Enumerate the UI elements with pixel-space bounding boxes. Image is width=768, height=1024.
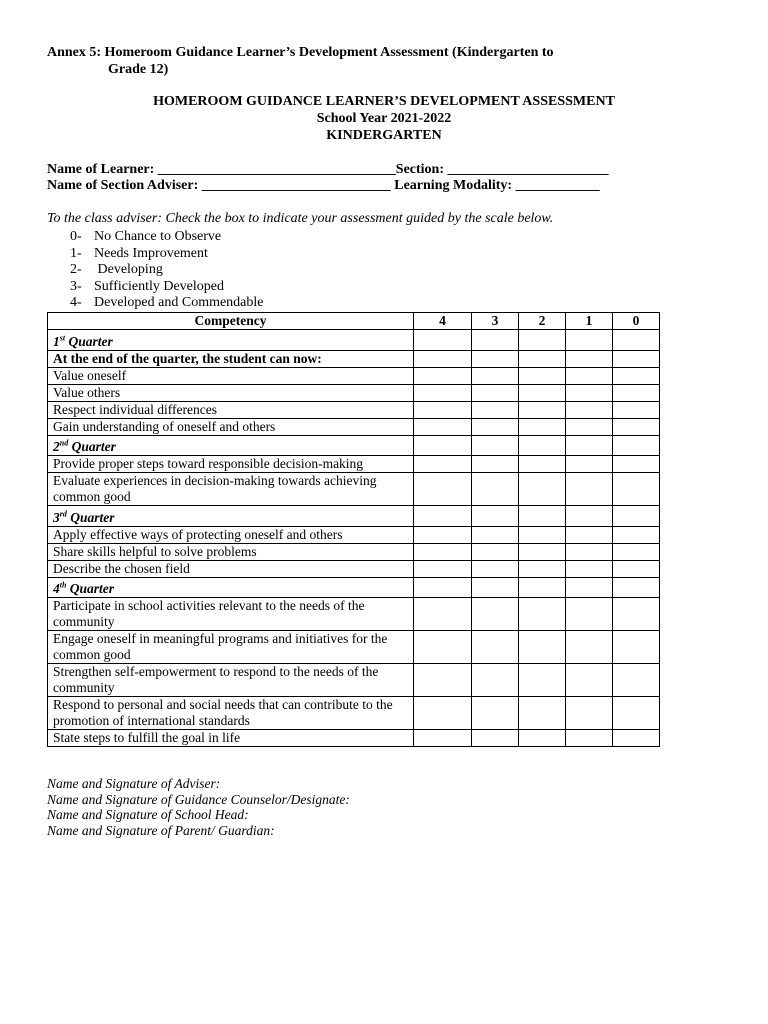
score-checkbox-3[interactable]	[472, 384, 519, 401]
competency-cell: Apply effective ways of protecting oneself and others	[48, 526, 414, 543]
scale-num: 0-	[70, 229, 82, 244]
score-checkbox-0[interactable]	[613, 664, 660, 697]
scale-label: No Chance to Observe	[94, 229, 222, 244]
score-checkbox-4[interactable]	[414, 384, 472, 401]
table-row	[48, 401, 660, 418]
score-checkbox-2[interactable]	[519, 418, 566, 435]
header-score-2: 2	[519, 313, 566, 330]
score-checkbox-0[interactable]	[613, 598, 660, 631]
assessment-table	[47, 312, 660, 747]
score-checkbox-2[interactable]	[519, 401, 566, 418]
score-checkbox-0[interactable]	[613, 543, 660, 560]
score-checkbox-1[interactable]	[566, 435, 613, 456]
score-checkbox-1[interactable]	[566, 456, 613, 473]
score-checkbox-2[interactable]	[519, 664, 566, 697]
score-checkbox-4[interactable]	[414, 560, 472, 577]
table-row	[48, 418, 660, 435]
score-checkbox-0[interactable]	[613, 456, 660, 473]
score-checkbox-1[interactable]	[566, 697, 613, 730]
header-score-1: 1	[566, 313, 613, 330]
score-checkbox-2[interactable]	[519, 730, 566, 747]
score-checkbox-4[interactable]	[414, 456, 472, 473]
scale-label: Developing	[94, 262, 163, 278]
score-checkbox-3[interactable]	[472, 664, 519, 697]
adviser-signature-line: Name and Signature of Adviser:	[47, 776, 221, 791]
instruction-text: To the class adviser: Check the box to indicate your assessment guided by the scale below.	[47, 211, 554, 226]
table-row	[48, 598, 660, 631]
score-checkbox-1[interactable]	[566, 664, 613, 697]
score-checkbox-1[interactable]	[566, 560, 613, 577]
quarter-heading	[48, 506, 414, 527]
score-checkbox-0[interactable]	[613, 577, 660, 598]
quarter-label: 3rd Quarter	[53, 509, 115, 525]
score-checkbox-1[interactable]	[566, 526, 613, 543]
section-instruction: At the end of the quarter, the student can now:	[48, 350, 414, 367]
score-checkbox-0[interactable]	[613, 526, 660, 543]
score-checkbox-3[interactable]	[472, 456, 519, 473]
adviser-modality-field: Name of Section Adviser: ___________________________ Learning Modality: ____________	[47, 178, 600, 193]
score-checkbox-0[interactable]	[613, 367, 660, 384]
competency-cell: Participate in school activities relevant to the needs of the community	[48, 598, 414, 631]
rating-scale	[70, 229, 264, 312]
school-head-signature-line: Name and Signature of School Head:	[47, 807, 249, 822]
form-title: HOMEROOM GUIDANCE LEARNER’S DEVELOPMENT ASSESSMENT	[153, 94, 615, 109]
score-checkbox-4[interactable]	[414, 435, 472, 456]
table-row	[48, 473, 660, 506]
score-checkbox-4[interactable]	[414, 631, 472, 664]
score-checkbox-2[interactable]	[519, 577, 566, 598]
score-checkbox-3[interactable]	[472, 401, 519, 418]
signature-block	[47, 776, 350, 838]
score-checkbox-3[interactable]	[472, 330, 519, 351]
scale-label: Needs Improvement	[94, 245, 208, 261]
score-checkbox-4[interactable]	[414, 730, 472, 747]
table-row	[48, 384, 660, 401]
score-checkbox-2[interactable]	[519, 631, 566, 664]
score-checkbox-4[interactable]	[414, 401, 472, 418]
score-checkbox-3[interactable]	[472, 697, 519, 730]
table-row	[48, 697, 660, 730]
annex-line-2: Grade 12)	[108, 62, 169, 77]
score-checkbox-0[interactable]	[613, 384, 660, 401]
table-header-row	[48, 313, 660, 330]
score-checkbox-0[interactable]	[613, 506, 660, 527]
score-checkbox-3[interactable]	[472, 577, 519, 598]
score-checkbox-1[interactable]	[566, 473, 613, 506]
header-competency: Competency	[48, 313, 414, 330]
table-row	[48, 631, 660, 664]
quarter-heading	[48, 330, 414, 351]
competency-cell: State steps to fulfill the goal in life	[48, 730, 414, 747]
scale-num: 4-	[70, 295, 82, 311]
table-row	[48, 367, 660, 384]
school-year: School Year 2021-2022	[316, 111, 452, 126]
score-checkbox-3[interactable]	[472, 350, 519, 367]
score-checkbox-4[interactable]	[414, 526, 472, 543]
header-score-4: 4	[414, 313, 472, 330]
header-score-3: 3	[472, 313, 519, 330]
score-checkbox-1[interactable]	[566, 631, 613, 664]
competency-cell: Evaluate experiences in decision-making towards achieving common good	[48, 473, 414, 506]
scale-item	[70, 246, 264, 263]
score-checkbox-3[interactable]	[472, 418, 519, 435]
scale-item	[70, 295, 264, 312]
score-checkbox-4[interactable]	[414, 506, 472, 527]
score-checkbox-3[interactable]	[472, 598, 519, 631]
quarter-heading	[48, 435, 414, 456]
table-row	[48, 456, 660, 473]
grade-level: KINDERGARTEN	[326, 128, 442, 143]
score-checkbox-1[interactable]	[566, 543, 613, 560]
score-checkbox-2[interactable]	[519, 526, 566, 543]
scale-item	[70, 229, 264, 246]
table-row	[48, 577, 660, 598]
score-checkbox-4[interactable]	[414, 598, 472, 631]
score-checkbox-1[interactable]	[566, 350, 613, 367]
score-checkbox-2[interactable]	[519, 350, 566, 367]
table-row	[48, 330, 660, 351]
scale-item	[70, 262, 264, 279]
score-checkbox-1[interactable]	[566, 598, 613, 631]
table-row	[48, 664, 660, 697]
score-checkbox-2[interactable]	[519, 697, 566, 730]
competency-cell: Value others	[48, 384, 414, 401]
score-checkbox-4[interactable]	[414, 350, 472, 367]
score-checkbox-2[interactable]	[519, 473, 566, 506]
score-checkbox-0[interactable]	[613, 418, 660, 435]
competency-cell: Share skills helpful to solve problems	[48, 543, 414, 560]
scale-num: 2-	[70, 262, 82, 278]
score-checkbox-2[interactable]	[519, 330, 566, 351]
quarter-label: 4th Quarter	[53, 580, 115, 596]
score-checkbox-4[interactable]	[414, 543, 472, 560]
table-row	[48, 350, 660, 367]
competency-cell: Engage oneself in meaningful programs and initiatives for the common good	[48, 631, 414, 664]
score-checkbox-4[interactable]	[414, 664, 472, 697]
annex-title	[47, 44, 647, 78]
score-checkbox-2[interactable]	[519, 384, 566, 401]
score-checkbox-1[interactable]	[566, 330, 613, 351]
quarter-heading	[48, 577, 414, 598]
score-checkbox-0[interactable]	[613, 401, 660, 418]
table-row	[48, 543, 660, 560]
score-checkbox-0[interactable]	[613, 435, 660, 456]
scale-num: 3-	[70, 278, 82, 294]
table-row	[48, 526, 660, 543]
table-row	[48, 730, 660, 747]
score-checkbox-3[interactable]	[472, 730, 519, 747]
score-checkbox-1[interactable]	[566, 401, 613, 418]
score-checkbox-1[interactable]	[566, 367, 613, 384]
header-score-0: 0	[613, 313, 660, 330]
score-checkbox-0[interactable]	[613, 730, 660, 747]
quarter-label: 1st Quarter	[53, 333, 113, 349]
learner-section-field: Name of Learner: __________________________________Section: _______________________	[47, 162, 609, 177]
score-checkbox-1[interactable]	[566, 506, 613, 527]
competency-cell: Strengthen self-empowerment to respond to the needs of the community	[48, 664, 414, 697]
competency-cell: Describe the chosen field	[48, 560, 414, 577]
score-checkbox-1[interactable]	[566, 730, 613, 747]
score-checkbox-0[interactable]	[613, 560, 660, 577]
table-row	[48, 560, 660, 577]
competency-cell: Gain understanding of oneself and others	[48, 418, 414, 435]
table-body	[48, 330, 660, 747]
score-checkbox-2[interactable]	[519, 506, 566, 527]
score-checkbox-4[interactable]	[414, 418, 472, 435]
scale-label: Developed and Commendable	[94, 295, 264, 311]
competency-cell: Provide proper steps toward responsible decision-making	[48, 456, 414, 473]
counselor-signature-line: Name and Signature of Guidance Counselor/Designate:	[47, 791, 350, 807]
score-checkbox-2[interactable]	[519, 560, 566, 577]
score-checkbox-2[interactable]	[519, 435, 566, 456]
competency-cell: Value oneself	[48, 367, 414, 384]
score-checkbox-4[interactable]	[414, 697, 472, 730]
score-checkbox-1[interactable]	[566, 577, 613, 598]
score-checkbox-4[interactable]	[414, 330, 472, 351]
scale-num: 1-	[70, 245, 82, 261]
score-checkbox-3[interactable]	[472, 631, 519, 664]
table-row	[48, 506, 660, 527]
competency-cell: Respond to personal and social needs that can contribute to the promotion of international standards	[48, 697, 414, 730]
score-checkbox-3[interactable]	[472, 543, 519, 560]
score-checkbox-0[interactable]	[613, 350, 660, 367]
score-checkbox-3[interactable]	[472, 367, 519, 384]
score-checkbox-0[interactable]	[613, 330, 660, 351]
score-checkbox-2[interactable]	[519, 598, 566, 631]
score-checkbox-3[interactable]	[472, 506, 519, 527]
score-checkbox-3[interactable]	[472, 473, 519, 506]
score-checkbox-3[interactable]	[472, 526, 519, 543]
score-checkbox-0[interactable]	[613, 473, 660, 506]
score-checkbox-1[interactable]	[566, 384, 613, 401]
score-checkbox-2[interactable]	[519, 367, 566, 384]
score-checkbox-0[interactable]	[613, 697, 660, 730]
score-checkbox-2[interactable]	[519, 456, 566, 473]
score-checkbox-3[interactable]	[472, 560, 519, 577]
score-checkbox-2[interactable]	[519, 543, 566, 560]
score-checkbox-4[interactable]	[414, 473, 472, 506]
score-checkbox-4[interactable]	[414, 577, 472, 598]
score-checkbox-4[interactable]	[414, 367, 472, 384]
annex-line-1: Annex 5: Homeroom Guidance Learner’s Development Assessment (Kindergarten to	[47, 45, 554, 60]
table-row	[48, 435, 660, 456]
quarter-label: 2nd Quarter	[53, 438, 116, 454]
score-checkbox-1[interactable]	[566, 418, 613, 435]
score-checkbox-0[interactable]	[613, 631, 660, 664]
parent-signature-line: Name and Signature of Parent/ Guardian:	[47, 822, 275, 838]
score-checkbox-3[interactable]	[472, 435, 519, 456]
competency-cell: Respect individual differences	[48, 401, 414, 418]
scale-item	[70, 279, 264, 296]
scale-label: Sufficiently Developed	[94, 278, 224, 294]
